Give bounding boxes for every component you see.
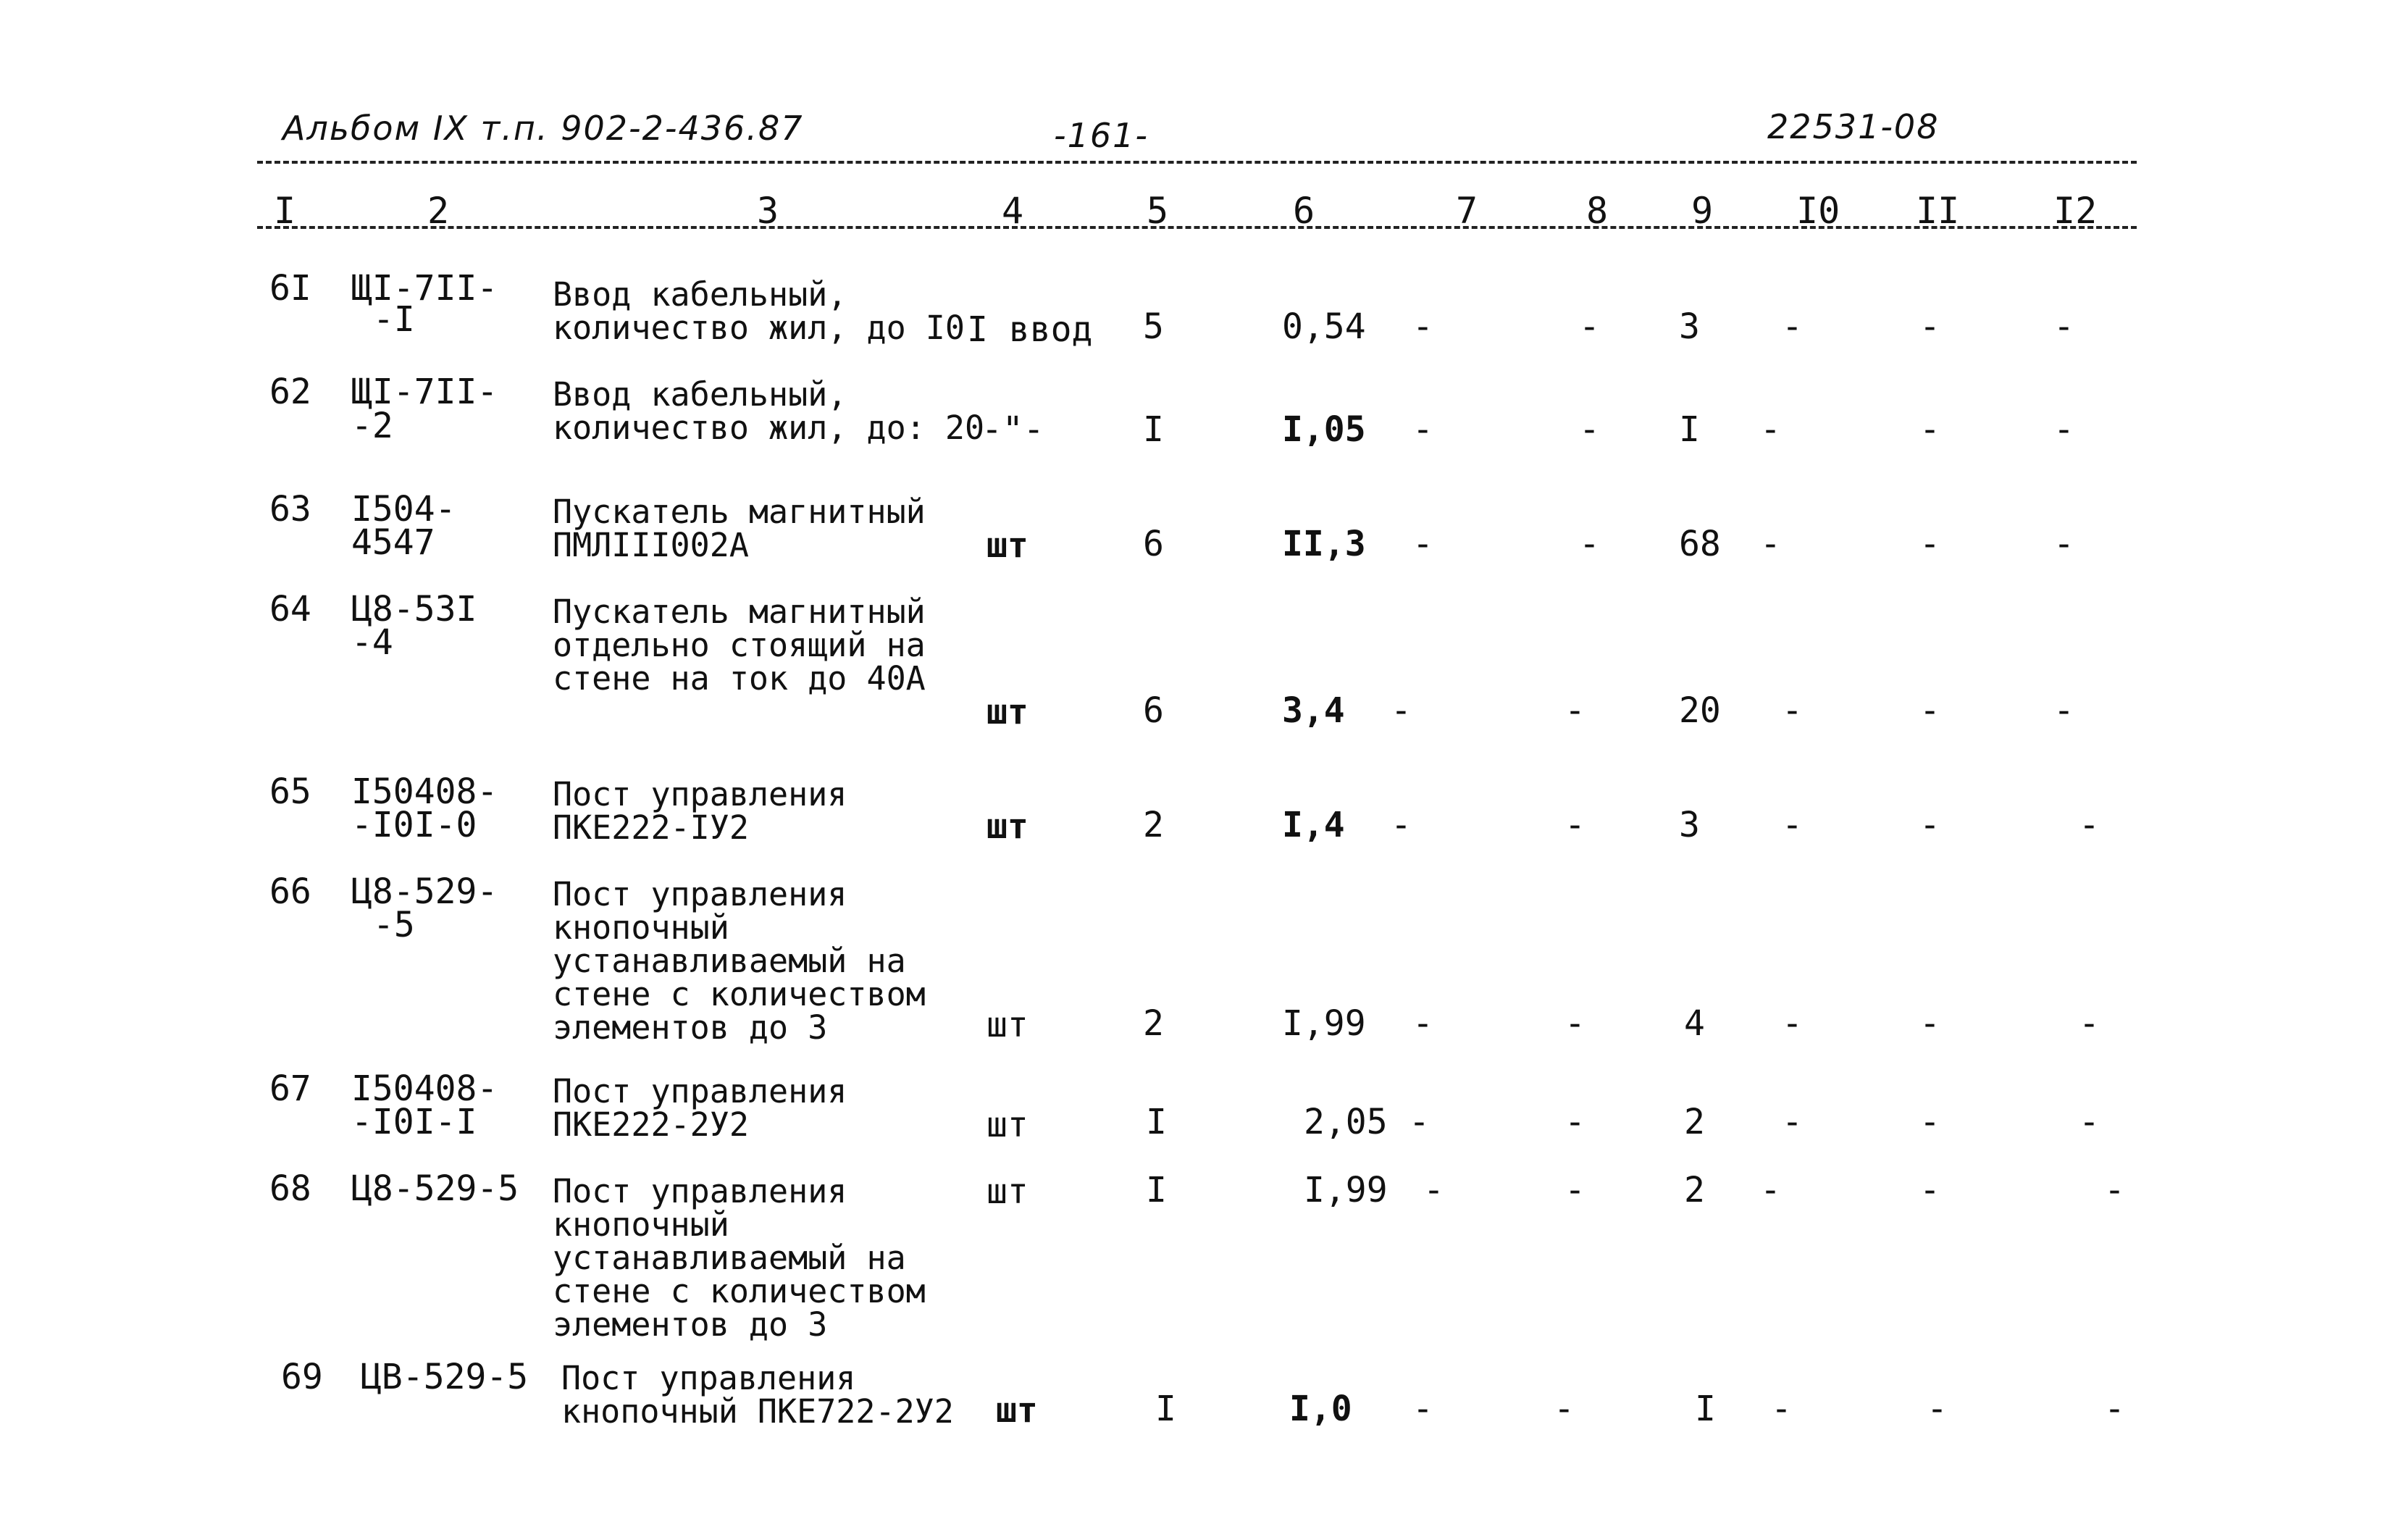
column-number: 6 xyxy=(1293,190,1315,232)
quantity: 6 xyxy=(1143,524,1164,564)
quantity: 2 xyxy=(1143,805,1164,845)
item-description: Пускатель магнитный ПМЛIII002А xyxy=(553,493,926,564)
quantity: I xyxy=(1146,1170,1167,1210)
column-number: 5 xyxy=(1147,190,1169,232)
col-12: - xyxy=(2053,690,2074,731)
col-11: - xyxy=(1919,524,1940,564)
code-line-2: -I xyxy=(373,299,415,340)
mass: 3,4 xyxy=(1282,690,1345,731)
col-11: - xyxy=(1919,1003,1940,1044)
col-10: - xyxy=(1760,1170,1781,1210)
col-12: - xyxy=(2079,1102,2100,1142)
item-description: Пускатель магнитный отдельно стоящий на стене на ток до 40А xyxy=(553,593,926,698)
col-9: I xyxy=(1679,409,1700,450)
col-10: - xyxy=(1760,524,1781,564)
col-8: - xyxy=(1554,1389,1575,1429)
mass: I,05 xyxy=(1282,409,1366,450)
col-9: 3 xyxy=(1679,306,1700,347)
code-line-1: I50408- xyxy=(351,1068,498,1109)
row-number: 66 xyxy=(269,871,311,912)
code-line-1: Ц8-529- xyxy=(351,871,498,912)
col-9: I xyxy=(1695,1389,1716,1429)
col-12: - xyxy=(2104,1389,2125,1429)
col-10: - xyxy=(1771,1389,1792,1429)
col-8: - xyxy=(1579,409,1600,450)
col-7: - xyxy=(1412,1003,1433,1044)
unit: -"- xyxy=(981,409,1044,450)
column-header-divider xyxy=(257,226,2137,229)
col-7: - xyxy=(1391,690,1412,731)
unit: шт xyxy=(987,692,1029,732)
row-number: 69 xyxy=(281,1357,323,1397)
item-description: Ввод кабельный, количество жил, до I0 xyxy=(553,275,965,347)
code-line-2: -2 xyxy=(351,406,393,446)
col-12: - xyxy=(2079,1003,2100,1044)
unit: шт xyxy=(987,806,1029,847)
code-line-2: -5 xyxy=(373,905,415,945)
quantity: I xyxy=(1155,1389,1176,1429)
code-line-1: I50408- xyxy=(351,771,498,812)
code-line-1: I504- xyxy=(351,489,456,530)
col-7: - xyxy=(1412,306,1433,347)
column-number: II xyxy=(1916,190,1960,232)
col-11: - xyxy=(1919,805,1940,845)
mass: I,99 xyxy=(1304,1170,1388,1210)
mass: II,3 xyxy=(1282,524,1366,564)
code-line-2: -I0I-0 xyxy=(351,805,477,845)
col-9: 2 xyxy=(1684,1102,1705,1142)
col-12: - xyxy=(2079,805,2100,845)
col-9: 4 xyxy=(1684,1003,1705,1044)
mass: 2,05 xyxy=(1304,1102,1388,1142)
col-8: - xyxy=(1564,1003,1586,1044)
code-line-1: Ц8-53I xyxy=(351,589,477,629)
row-number: 64 xyxy=(269,589,311,629)
column-number: 3 xyxy=(757,190,779,232)
col-10: - xyxy=(1782,1102,1803,1142)
row-number: 68 xyxy=(269,1168,311,1209)
column-number: 2 xyxy=(427,190,450,232)
col-7: - xyxy=(1412,524,1433,564)
row-number: 65 xyxy=(269,771,311,812)
item-description: Пост управления ПКЕ222-2У2 xyxy=(553,1072,847,1144)
unit: I ввод xyxy=(967,309,1093,350)
col-10: - xyxy=(1760,409,1781,450)
header-divider xyxy=(257,161,2137,164)
mass: I,99 xyxy=(1282,1003,1366,1044)
unit: шт xyxy=(987,525,1029,566)
column-number: 9 xyxy=(1691,190,1714,232)
column-number: 8 xyxy=(1586,190,1609,232)
code-line-2: -I0I-I xyxy=(351,1102,477,1142)
col-12: - xyxy=(2104,1170,2125,1210)
column-number: I xyxy=(274,190,296,232)
col-8: - xyxy=(1579,306,1600,347)
page-number: -161- xyxy=(1054,116,1149,155)
quantity: 2 xyxy=(1143,1003,1164,1044)
column-number: I0 xyxy=(1796,190,1840,232)
col-8: - xyxy=(1564,690,1586,731)
item-description: Пост управления кнопочный устанавливаемый на стене с количеством элементов до 3 xyxy=(553,875,926,1047)
row-number: 6I xyxy=(269,268,311,309)
quantity: 5 xyxy=(1143,306,1164,347)
row-number: 63 xyxy=(269,489,311,530)
row-number: 62 xyxy=(269,372,311,412)
album-reference: Альбом IX т.п. 902-2-436.87 xyxy=(282,109,804,148)
column-number: I2 xyxy=(2053,190,2098,232)
row-number: 67 xyxy=(269,1068,311,1109)
col-11: - xyxy=(1919,1102,1940,1142)
code-line-1: Ц8-529-5 xyxy=(351,1168,519,1209)
item-description: Пост управления кнопочный устанавливаемый на стене с количеством элементов до 3 xyxy=(553,1172,926,1344)
code-line-2: -4 xyxy=(351,622,393,663)
col-9: 68 xyxy=(1679,524,1721,564)
code-line-1: ЩI-7II- xyxy=(351,372,498,412)
column-number: 7 xyxy=(1456,190,1478,232)
col-8: - xyxy=(1564,805,1586,845)
item-description: Пост управления кнопочный ПКЕ722-2У2 xyxy=(561,1359,954,1431)
col-11: - xyxy=(1919,690,1940,731)
unit: шт xyxy=(987,1005,1029,1045)
col-8: - xyxy=(1564,1102,1586,1142)
col-12: - xyxy=(2053,524,2074,564)
col-9: 20 xyxy=(1679,690,1721,731)
quantity: I xyxy=(1146,1102,1167,1142)
document-code: 22531-08 xyxy=(1767,107,1940,146)
col-11: - xyxy=(1919,409,1940,450)
item-description: Пост управления ПКЕ222-IУ2 xyxy=(553,775,847,847)
col-12: - xyxy=(2053,306,2074,347)
unit: шт xyxy=(996,1390,1038,1431)
col-7: - xyxy=(1412,1389,1433,1429)
col-8: - xyxy=(1579,524,1600,564)
col-7: - xyxy=(1423,1170,1444,1210)
col-7: - xyxy=(1409,1102,1430,1142)
code-line-1: ЩI-7II- xyxy=(351,268,498,309)
quantity: I xyxy=(1143,409,1164,450)
col-10: - xyxy=(1782,1003,1803,1044)
unit: шт xyxy=(987,1105,1029,1145)
col-9: 2 xyxy=(1684,1170,1705,1210)
col-7: - xyxy=(1412,409,1433,450)
col-9: 3 xyxy=(1679,805,1700,845)
item-description: Ввод кабельный, количество жил, до: 20 xyxy=(553,375,985,447)
col-10: - xyxy=(1782,690,1803,731)
col-8: - xyxy=(1564,1170,1586,1210)
mass: I,0 xyxy=(1289,1389,1352,1429)
col-10: - xyxy=(1782,805,1803,845)
col-10: - xyxy=(1782,306,1803,347)
mass: 0,54 xyxy=(1282,306,1366,347)
column-number: 4 xyxy=(1002,190,1024,232)
unit: шт xyxy=(987,1171,1029,1212)
col-12: - xyxy=(2053,409,2074,450)
code-line-1: ЦВ-529-5 xyxy=(361,1357,529,1397)
col-11: - xyxy=(1927,1389,1948,1429)
mass: I,4 xyxy=(1282,805,1345,845)
col-7: - xyxy=(1391,805,1412,845)
code-line-2: 4547 xyxy=(351,522,435,563)
quantity: 6 xyxy=(1143,690,1164,731)
col-11: - xyxy=(1919,306,1940,347)
col-11: - xyxy=(1919,1170,1940,1210)
